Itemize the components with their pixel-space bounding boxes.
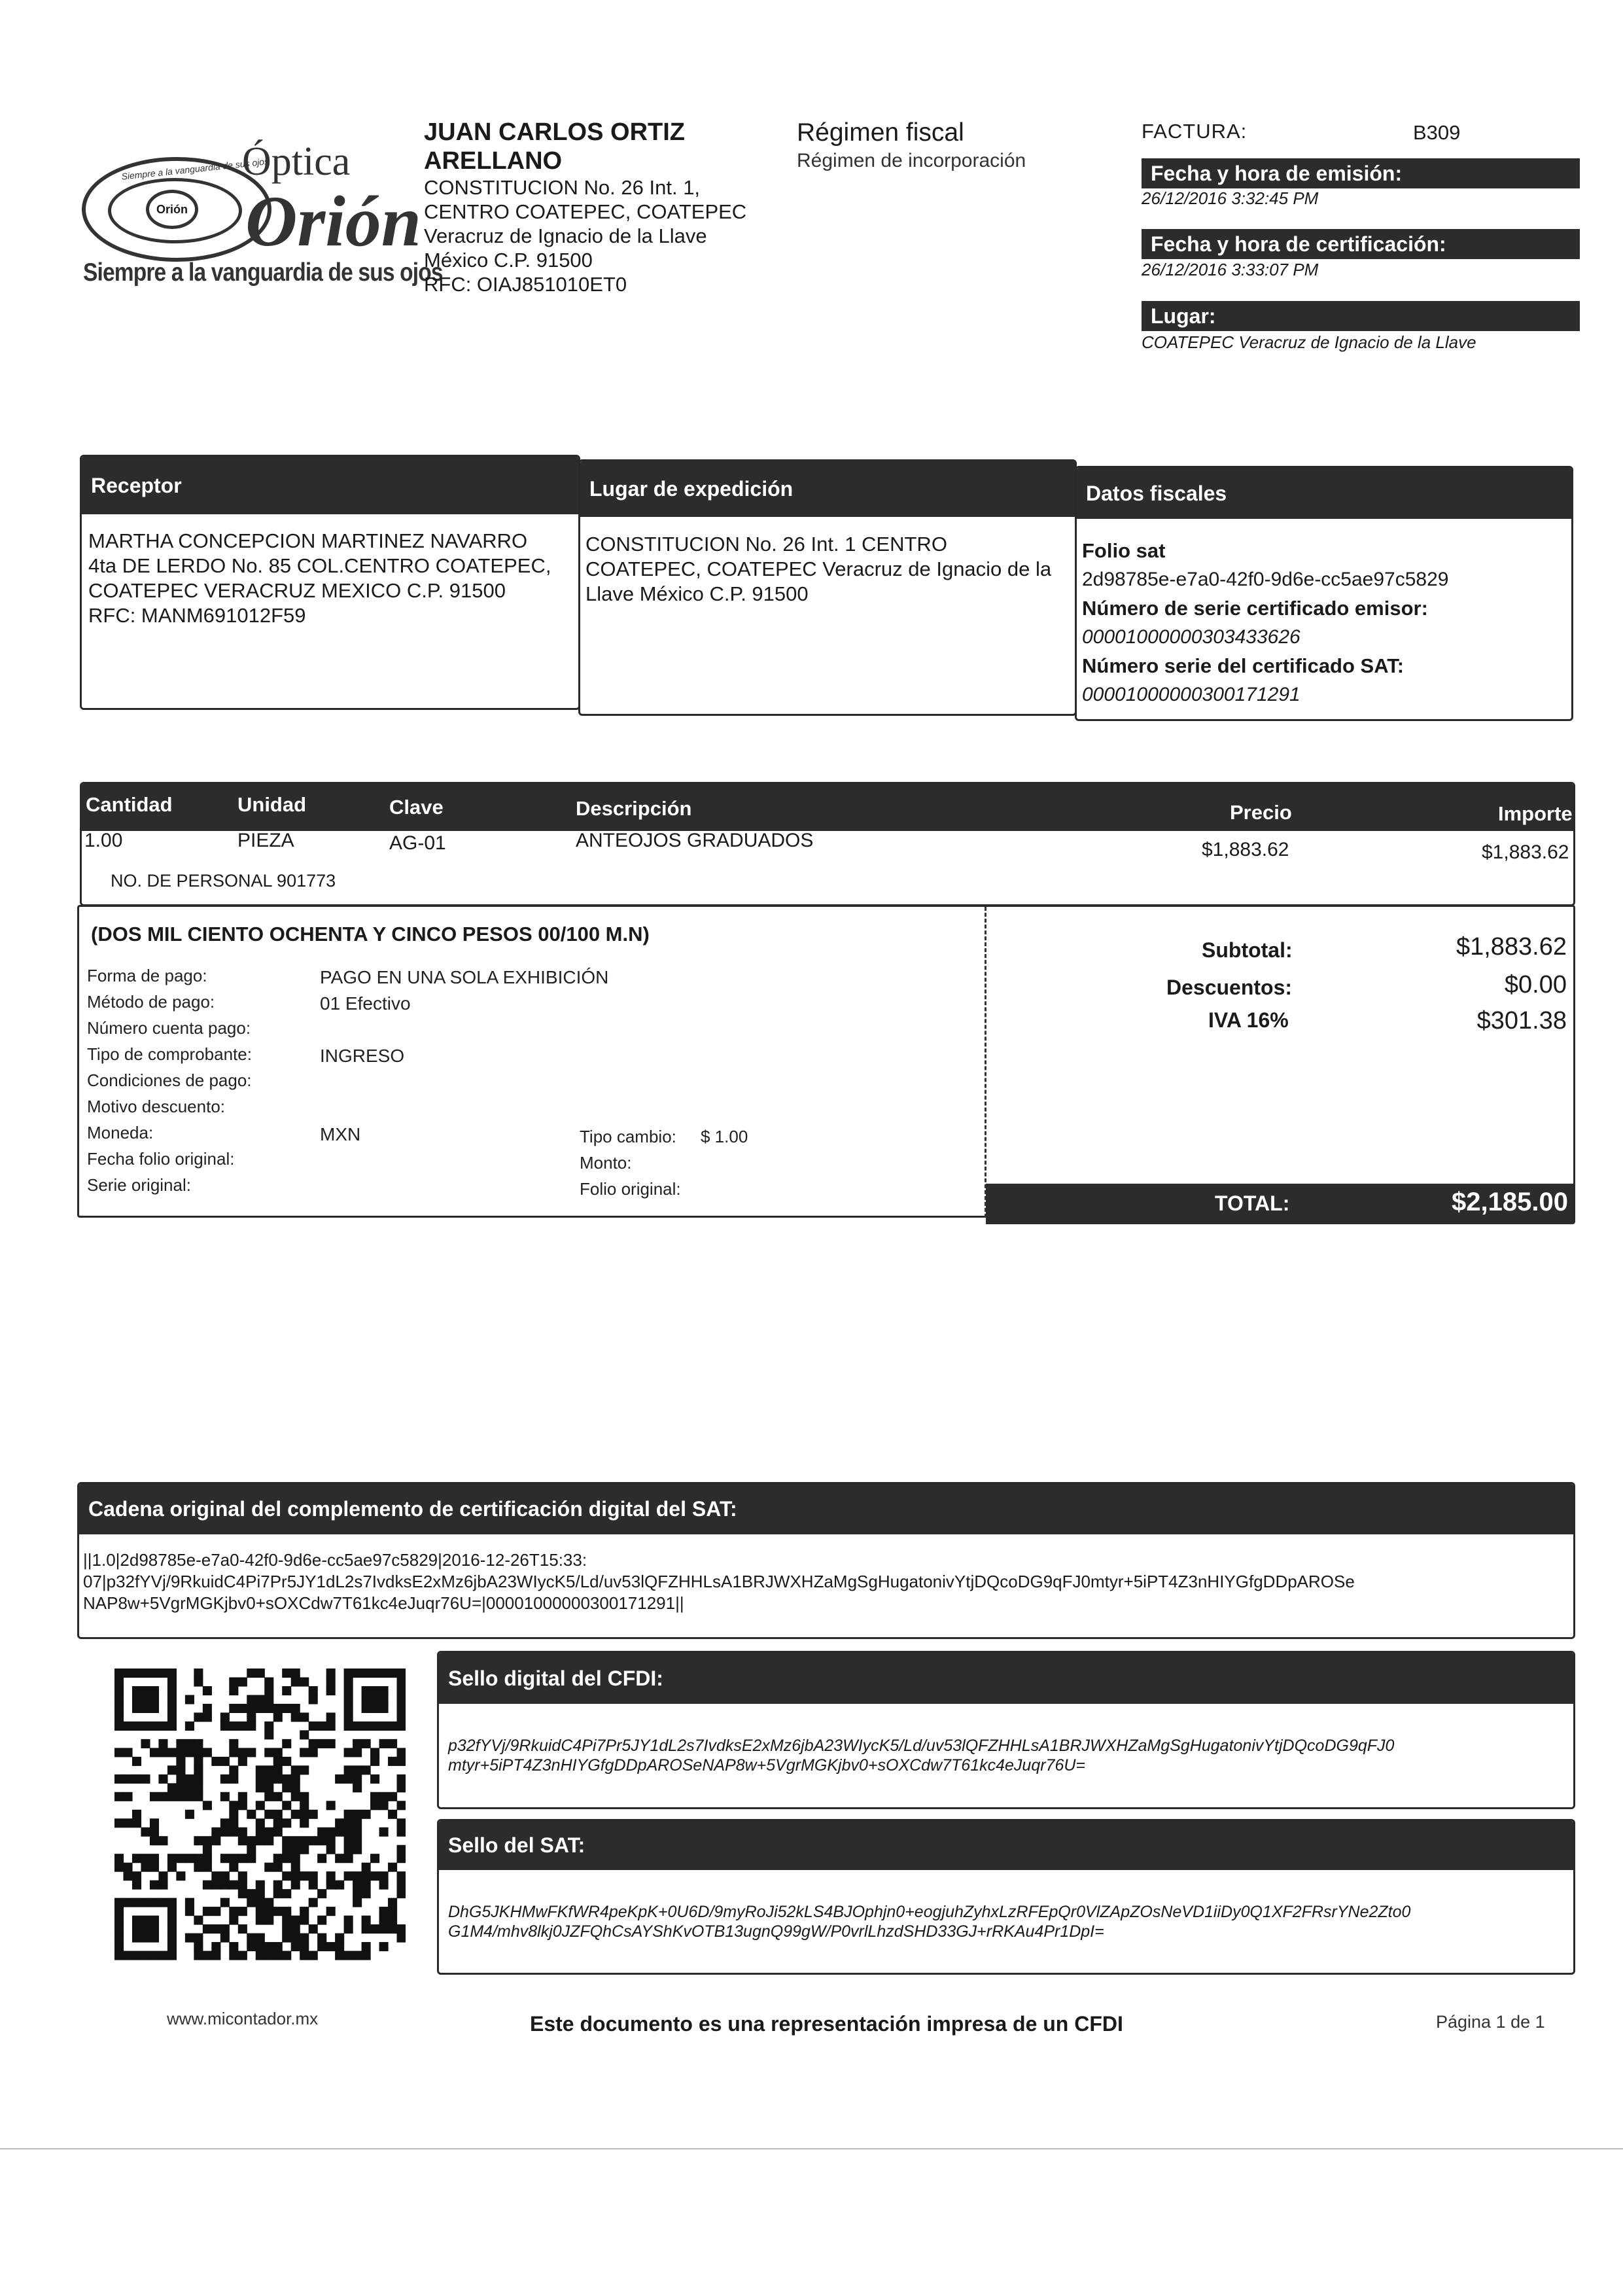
receptor-header: Receptor	[82, 457, 578, 514]
footer-statement: Este documento es una representación impresa de un CFDI	[530, 2012, 1123, 2036]
tipo-cambio-label: Tipo cambio:	[580, 1127, 676, 1146]
sello-cfdi-line-1: p32fYVj/9RkuidC4Pi7Pr5JY1dL2s7IvdksE2xMz6jbA23WIycK5/Ld/uv53lQFZHHLsA1BRJWXHZaMgSgHugatonivYtjDQcoDG9qFJ0	[448, 1737, 1395, 1755]
factura-number: B309	[1413, 121, 1461, 144]
sello-sat-line-2: G1M4/mhv8lkj0JZFQhCsAYShKvOTB13ugnQ99gW/P0vrlLhzdSHD33GJ+rRKAu4Pr1DpI=	[448, 1922, 1104, 1941]
qr-code	[114, 1669, 406, 1963]
cadena-line-1: ||1.0|2d98785e-e7a0-42f0-9d6e-cc5ae97c5829|2016-12-26T15:33:	[83, 1550, 587, 1570]
expedicion-box	[578, 459, 1077, 716]
subtotal-value: $1,883.62	[1456, 933, 1567, 961]
logo-badge: Orión	[146, 190, 198, 229]
cadena-line-2: 07|p32fYVj/9RkuidC4Pi7Pr5JY1dL2s7IvdksE2xMz6jbA23WIycK5/Ld/uv53lQFZHHLsA1BRJWXHZaMgSgHugatonivYtjDQcoDG9qFJ0mtyr+5iPT4Z3nHIYGfgDDpAROSe	[83, 1572, 1355, 1591]
issuer-address-3: Veracruz de Ignacio de la Llave	[424, 224, 707, 247]
issuer-name-line2: ARELLANO	[424, 147, 563, 175]
amount-in-words: (DOS MIL CIENTO OCHENTA Y CINCO PESOS 00/100 M.N)	[91, 923, 650, 945]
receptor-address-1: 4ta DE LERDO No. 85 COL.CENTRO COATEPEC,	[88, 554, 551, 577]
issuer-block	[424, 118, 790, 296]
row-precio: $1,883.62	[1202, 839, 1289, 860]
cuenta-pago-label: Número cuenta pago:	[87, 1018, 251, 1038]
monto-label: Monto:	[580, 1153, 632, 1173]
logo-brand-main: Orión	[245, 181, 421, 261]
fiscales-box	[1075, 466, 1573, 721]
metodo-pago-label: Método de pago:	[87, 992, 215, 1012]
expedicion-line-1: CONSTITUCION No. 26 Int. 1 CENTRO	[585, 533, 947, 556]
issuer-address-2: CENTRO COATEPEC, COATEPEC	[424, 200, 747, 223]
col-unidad: Unidad	[237, 793, 307, 816]
regimen-title: Régimen fiscal	[797, 118, 964, 147]
moneda-value: MXN	[320, 1124, 361, 1144]
serie-sat-label: Número serie del certificado SAT:	[1082, 654, 1405, 677]
expedicion-header: Lugar de expedición	[580, 461, 1075, 517]
row-unidad: PIEZA	[237, 830, 294, 851]
items-header-row	[82, 784, 1573, 831]
logo-brand-top: Óptica	[242, 139, 351, 184]
motivo-descuento-label: Motivo descuento:	[87, 1097, 226, 1116]
qr-code-icon	[114, 1669, 406, 1963]
receptor-box	[80, 455, 580, 710]
col-cantidad: Cantidad	[86, 793, 173, 816]
tipo-cambio-value: $ 1.00	[701, 1127, 748, 1146]
tipo-comprobante-label: Tipo de comprobante:	[87, 1044, 252, 1064]
expedicion-line-2: COATEPEC, COATEPEC Veracruz de Ignacio de la	[585, 557, 1052, 580]
footer-page: Página 1 de 1	[1436, 2012, 1545, 2032]
regimen-block	[797, 118, 1104, 174]
factura-label: FACTURA:	[1142, 120, 1248, 143]
total-value: $2,185.00	[1452, 1188, 1568, 1216]
page-edge-line	[0, 2148, 1623, 2149]
sello-cfdi-line-2: mtyr+5iPT4Z3nHIYGfgDDpAROSeNAP8w+5VgrMGKjbv0+sOXCdw7T61kc4eJuqr76U=	[448, 1756, 1086, 1775]
issuer-name-line1: JUAN CARLOS ORTIZ	[424, 118, 685, 146]
lugar-value: COATEPEC Veracruz de Ignacio de la Llave	[1142, 332, 1476, 352]
fecha-folio-label: Fecha folio original:	[87, 1149, 235, 1169]
regimen-value: Régimen de incorporación	[797, 150, 1026, 171]
folio-sat-value: 2d98785e-e7a0-42f0-9d6e-cc5ae97c5829	[1082, 569, 1449, 590]
issuer-address-1: CONSTITUCION No. 26 Int. 1,	[424, 176, 701, 199]
sello-sat-line-1: DhG5JKHMwFKfWR4peKpK+0U6D/9myRoJi52kLS4BJOphjn0+eogjuhZyhxLzRFEpQr0VlZApZOsNeVD1iiDy0Q1XF2FRsrYNe2Zto0	[448, 1903, 1411, 1921]
subtotal-label: Subtotal:	[1202, 938, 1293, 962]
tipo-comprobante-value: INGRESO	[320, 1046, 405, 1066]
sello-sat-header: Sello del SAT:	[439, 1821, 1573, 1870]
lugar-header: Lugar:	[1142, 301, 1580, 331]
cadena-header: Cadena original del complemento de certificación digital del SAT:	[79, 1484, 1573, 1534]
serie-emisor-value: 00001000000303433626	[1082, 626, 1300, 648]
logo-tagline: Siempre a la vanguardia de sus ojos	[83, 258, 443, 287]
forma-pago-value: PAGO EN UNA SOLA EXHIBICIÓN	[320, 967, 609, 987]
total-label: TOTAL:	[1215, 1192, 1290, 1215]
cadena-box	[77, 1482, 1575, 1639]
serie-sat-value: 00001000000300171291	[1082, 684, 1300, 705]
logo-arc-text: Siempre a la vanguardia de sus ojos	[120, 156, 270, 182]
folio-original-label: Folio original:	[580, 1179, 681, 1199]
row-clave: AG-01	[389, 832, 446, 854]
forma-pago-label: Forma de pago:	[87, 966, 207, 985]
total-bar	[986, 1184, 1573, 1223]
certificacion-value: 26/12/2016 3:33:07 PM	[1142, 260, 1319, 279]
metodo-pago-value: 01 Efectivo	[320, 993, 411, 1014]
serie-original-label: Serie original:	[87, 1175, 191, 1195]
row-descripcion: ANTEOJOS GRADUADOS	[576, 830, 814, 851]
receptor-name: MARTHA CONCEPCION MARTINEZ NAVARRO	[88, 529, 528, 552]
receptor-rfc: RFC: MANM691012F59	[88, 604, 306, 627]
iva-value: $301.38	[1476, 1007, 1567, 1034]
payment-box	[77, 905, 990, 1218]
col-precio: Precio	[1230, 801, 1292, 824]
emision-header: Fecha y hora de emisión:	[1142, 158, 1580, 188]
totals-box	[986, 905, 1575, 1224]
col-importe: Importe	[1498, 802, 1573, 825]
company-logo	[82, 131, 443, 294]
sello-sat-box	[437, 1819, 1575, 1975]
items-table	[80, 782, 1575, 906]
row-importe: $1,883.62	[1482, 841, 1569, 863]
issuer-address-4: México C.P. 91500	[424, 249, 593, 272]
cadena-line-3: NAP8w+5VgrMGKjbv0+sOXCdw7T61kc4eJuqr76U=|00001000000300171291||	[83, 1593, 684, 1613]
moneda-label: Moneda:	[87, 1123, 154, 1142]
issuer-rfc: RFC: OIAJ851010ET0	[424, 273, 627, 296]
sello-cfdi-box	[437, 1651, 1575, 1809]
serie-emisor-label: Número de serie certificado emisor:	[1082, 597, 1428, 620]
row-cantidad: 1.00	[84, 830, 123, 851]
emision-value: 26/12/2016 3:32:45 PM	[1142, 188, 1319, 208]
col-clave: Clave	[389, 796, 444, 819]
fiscales-header: Datos fiscales	[1077, 468, 1571, 519]
expedicion-line-3: Llave México C.P. 91500	[585, 582, 809, 605]
condiciones-pago-label: Condiciones de pago:	[87, 1070, 252, 1090]
sello-cfdi-header: Sello digital del CFDI:	[439, 1653, 1573, 1704]
folio-sat-label: Folio sat	[1082, 539, 1166, 562]
col-descripcion: Descripción	[576, 797, 692, 820]
iva-label: IVA 16%	[1208, 1008, 1289, 1032]
item-note: NO. DE PERSONAL 901773	[111, 871, 336, 891]
receptor-address-2: COATEPEC VERACRUZ MEXICO C.P. 91500	[88, 579, 506, 602]
descuentos-label: Descuentos:	[1166, 976, 1293, 999]
certificacion-header: Fecha y hora de certificación:	[1142, 229, 1580, 259]
footer-website[interactable]: www.micontador.mx	[167, 2009, 319, 2028]
descuentos-value: $0.00	[1504, 971, 1567, 998]
